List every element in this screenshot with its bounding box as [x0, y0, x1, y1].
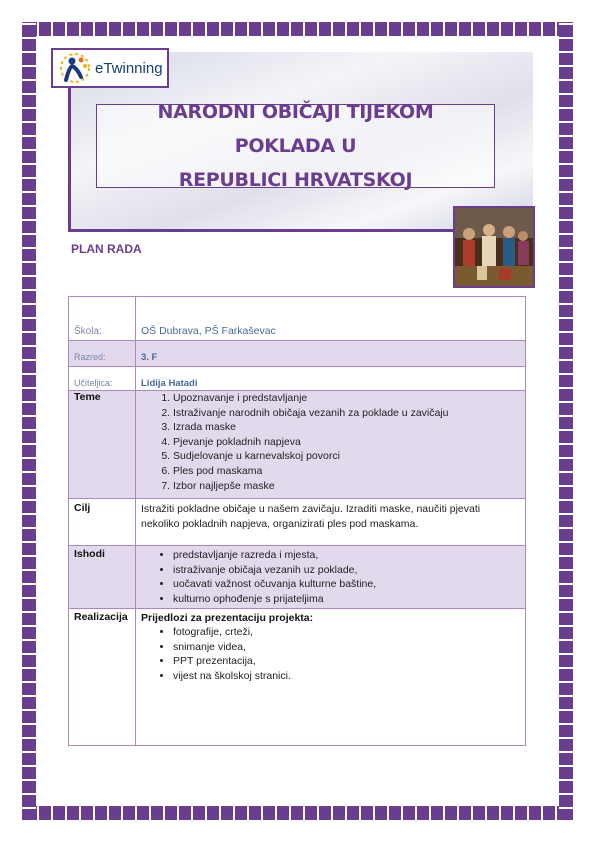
cilj-label: Cilj — [74, 502, 91, 514]
table-row-skola — [69, 297, 526, 341]
list-item: 5. Sudjelovanje u karnevalskoj povorci — [173, 449, 520, 464]
cilj-content-cell — [136, 499, 526, 546]
realizacija-content-cell — [136, 609, 526, 746]
list-item: 7. Izbor najljepše maske — [173, 479, 520, 494]
plan-table — [68, 296, 526, 746]
teme-label: Teme — [74, 391, 101, 403]
cilj-text: Istražiti pokladne običaje u našem zavičaju. Izraditi maske, naučiti pjevati nekoliko pokladnih napjeva, organizirati ples pod maskama. — [141, 503, 481, 530]
razred-label-cell — [69, 341, 136, 367]
list-item: • kulturno ophođenje s prijateljima — [173, 592, 520, 607]
border-right — [559, 22, 573, 820]
skola-value: OŠ Dubrava, PŠ Farkaševac — [141, 325, 276, 337]
list-item: • PPT prezentacija, — [173, 654, 520, 669]
list-item: • vijest na školskoj stranici. — [173, 669, 520, 684]
border-bottom — [22, 806, 573, 820]
realizacija-label-cell — [69, 609, 136, 746]
table-row-cilj — [69, 499, 526, 546]
border-top — [22, 22, 573, 36]
table-row-teme — [69, 391, 526, 499]
document-title — [116, 95, 476, 197]
teme-label-cell — [69, 391, 136, 499]
razred-value-cell — [136, 341, 526, 367]
uciteljica-value-cell — [136, 367, 526, 391]
table-row-ishodi — [69, 546, 526, 609]
list-item: • uočavati važnost očuvanja kulturne baštine, — [173, 577, 520, 592]
list-item: 1. Upoznavanje i predstavljanje — [173, 391, 520, 406]
ishodi-label: Ishodi — [74, 548, 105, 560]
carnival-photo — [453, 206, 535, 288]
title-line-1: NARODNI OBIČAJI TIJEKOM POKLADA U — [157, 101, 434, 157]
etwinning-figure-icon — [57, 50, 93, 86]
razred-value: 3. F — [141, 352, 158, 363]
teme-content-cell — [136, 391, 526, 499]
list-item: • predstavljanje razreda i mjesta, — [173, 548, 520, 563]
logo-text: eTwinning — [95, 59, 163, 77]
table-row-realizacija — [69, 609, 526, 746]
list-item: 3. Izrada maske — [173, 420, 520, 435]
skola-label-cell — [69, 297, 136, 341]
teme-list — [141, 391, 520, 493]
table-row-uciteljica — [69, 367, 526, 391]
list-item: • snimanje videa, — [173, 640, 520, 655]
cilj-label-cell — [69, 499, 136, 546]
list-item: 2. Istraživanje narodnih običaja vezanih za poklade u zavičaju — [173, 406, 520, 421]
skola-value-cell — [136, 297, 526, 341]
realizacija-list — [141, 625, 520, 683]
title-line-2: REPUBLICI HRVATSKOJ — [178, 169, 413, 191]
title-box — [96, 101, 495, 191]
uciteljica-label: Učiteljica: — [74, 378, 113, 388]
skola-label: Škola: — [74, 326, 102, 337]
list-item: 4. Pjevanje pokladnih napjeva — [173, 435, 520, 450]
list-item: 6. Ples pod maskama — [173, 464, 520, 479]
razred-label: Razred: — [74, 352, 106, 362]
border-left — [22, 22, 36, 820]
table-row-razred — [69, 341, 526, 367]
etwinning-logo — [51, 48, 169, 88]
realizacija-label: Realizacija — [74, 611, 128, 623]
list-item: • fotografije, crteži, — [173, 625, 520, 640]
ishodi-list — [141, 546, 520, 606]
list-item: • istraživanje običaja vezanih uz poklade, — [173, 563, 520, 578]
ishodi-content-cell — [136, 546, 526, 609]
realizacija-heading: Prijedlozi za prezentaciju projekta: — [141, 612, 314, 624]
ishodi-label-cell — [69, 546, 136, 609]
carnival-dancers-image — [455, 208, 533, 286]
uciteljica-label-cell — [69, 367, 136, 391]
uciteljica-value: Lidija Hatadi — [141, 378, 198, 389]
plan-title: PLAN RADA — [71, 242, 142, 256]
